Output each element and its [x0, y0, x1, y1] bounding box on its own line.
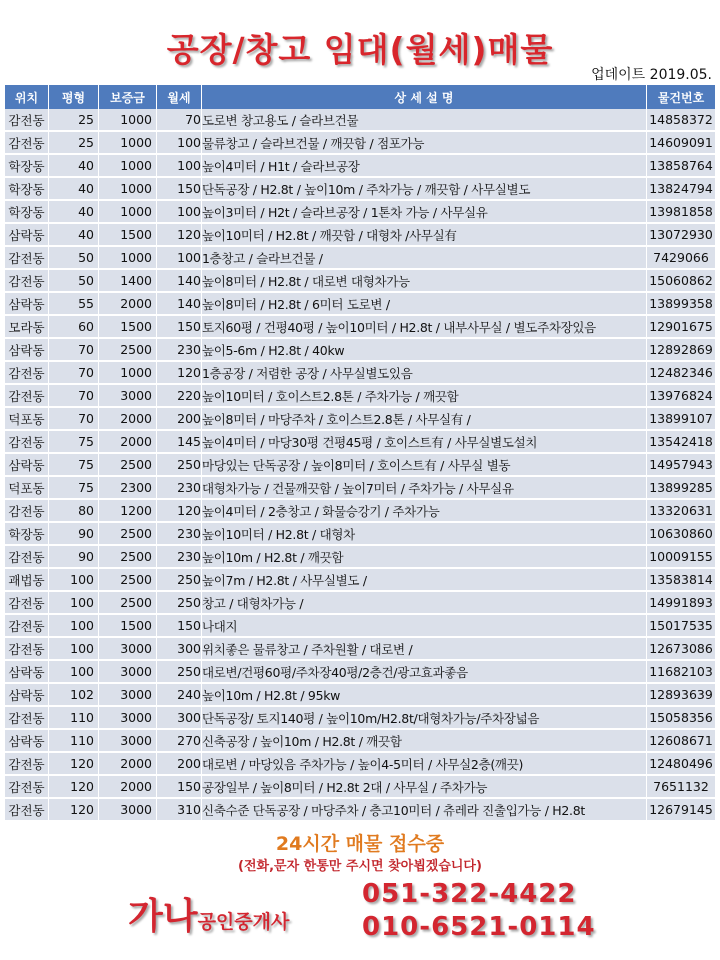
cell-location: 삼락동	[5, 339, 49, 362]
table-row	[5, 339, 716, 362]
cell-listing-id: 13072930	[647, 224, 716, 247]
cell-rent: 140	[157, 293, 202, 316]
cell-location: 학장동	[5, 155, 49, 178]
table-row	[5, 707, 716, 730]
cell-area: 70	[49, 385, 99, 408]
table-row	[5, 270, 716, 293]
table-row	[5, 753, 716, 776]
cell-rent: 300	[157, 707, 202, 730]
cell-deposit: 1000	[99, 201, 157, 224]
cell-description: 신축공장 / 높이10m / H2.8t / 깨끗함	[202, 730, 647, 753]
phone-mobile[interactable]: 010-6521-0114	[362, 912, 596, 942]
cell-listing-id: 14957943	[647, 454, 716, 477]
cell-rent: 270	[157, 730, 202, 753]
cell-deposit: 3000	[99, 385, 157, 408]
cell-listing-id: 14991893	[647, 592, 716, 615]
cell-listing-id: 13824794	[647, 178, 716, 201]
cell-description: 대형차가능 / 건물깨끗함 / 높이7미터 / 주차가능 / 사무실유	[202, 477, 647, 500]
table-row	[5, 362, 716, 385]
cell-location: 삼락동	[5, 730, 49, 753]
cell-listing-id: 13899107	[647, 408, 716, 431]
cell-area: 75	[49, 477, 99, 500]
cell-rent: 310	[157, 799, 202, 822]
cell-description: 마당있는 단독공장 / 높이8미터 / 호이스트有 / 사무실 별동	[202, 454, 647, 477]
table-row	[5, 592, 716, 615]
cell-listing-id: 10009155	[647, 546, 716, 569]
cell-description: 높이10미터 / H2.8t / 깨끗함 / 대형차 /사무실有	[202, 224, 647, 247]
cell-location: 삼락동	[5, 224, 49, 247]
cell-description: 높이8미터 / 마당주차 / 호이스트2.8톤 / 사무실有 /	[202, 408, 647, 431]
cell-area: 75	[49, 454, 99, 477]
cell-area: 25	[49, 132, 99, 155]
cell-deposit: 1500	[99, 316, 157, 339]
cell-deposit: 1500	[99, 615, 157, 638]
cell-description: 공장일부 / 높이8미터 / H2.8t 2대 / 사무실 / 주차가능	[202, 776, 647, 799]
cell-area: 80	[49, 500, 99, 523]
cell-location: 감전동	[5, 132, 49, 155]
cell-listing-id: 12480496	[647, 753, 716, 776]
cell-location: 감전동	[5, 707, 49, 730]
cell-location: 모라동	[5, 316, 49, 339]
cell-area: 100	[49, 638, 99, 661]
table-row	[5, 201, 716, 224]
cell-location: 학장동	[5, 178, 49, 201]
cell-deposit: 2000	[99, 431, 157, 454]
cell-description: 물류창고 / 슬라브건물 / 깨끗함 / 점포가능	[202, 132, 647, 155]
header-location: 위치	[5, 85, 49, 109]
table-row	[5, 408, 716, 431]
promo-subtext: (전화,문자 한통만 주시면 찾아뵙겠습니다)	[238, 859, 482, 874]
cell-location: 덕포동	[5, 408, 49, 431]
cell-rent: 150	[157, 316, 202, 339]
cell-description: 대로변/건평60평/주차장40평/2층건/광고효과좋음	[202, 661, 647, 684]
table-row	[5, 500, 716, 523]
cell-location: 학장동	[5, 201, 49, 224]
table-row	[5, 224, 716, 247]
cell-location: 삼락동	[5, 684, 49, 707]
cell-area: 70	[49, 339, 99, 362]
cell-listing-id: 12901675	[647, 316, 716, 339]
cell-rent: 250	[157, 569, 202, 592]
table-row	[5, 730, 716, 753]
cell-rent: 250	[157, 592, 202, 615]
cell-listing-id: 15060862	[647, 270, 716, 293]
cell-location: 감전동	[5, 385, 49, 408]
cell-area: 110	[49, 707, 99, 730]
cell-area: 50	[49, 247, 99, 270]
cell-listing-id: 15058356	[647, 707, 716, 730]
cell-deposit: 1000	[99, 155, 157, 178]
cell-deposit: 3000	[99, 638, 157, 661]
cell-description: 도로변 창고용도 / 슬라브건물	[202, 109, 647, 132]
cell-deposit: 1200	[99, 500, 157, 523]
cell-rent: 100	[157, 201, 202, 224]
cell-description: 높이5-6m / H2.8t / 40kw	[202, 339, 647, 362]
cell-location: 괘법동	[5, 569, 49, 592]
cell-listing-id: 14609091	[647, 132, 716, 155]
cell-listing-id: 12482346	[647, 362, 716, 385]
cell-rent: 120	[157, 362, 202, 385]
cell-deposit: 2000	[99, 776, 157, 799]
cell-area: 100	[49, 615, 99, 638]
cell-description: 높이8미터 / H2.8t / 대로변 대형차가능	[202, 270, 647, 293]
cell-location: 감전동	[5, 638, 49, 661]
cell-location: 감전동	[5, 753, 49, 776]
cell-listing-id: 13320631	[647, 500, 716, 523]
cell-rent: 100	[157, 247, 202, 270]
brand-rest: 공인중개사	[197, 911, 290, 933]
cell-deposit: 2500	[99, 569, 157, 592]
cell-area: 100	[49, 661, 99, 684]
cell-listing-id: 13899358	[647, 293, 716, 316]
cell-rent: 220	[157, 385, 202, 408]
cell-area: 90	[49, 546, 99, 569]
cell-deposit: 2300	[99, 477, 157, 500]
header-description: 상 세 설 명	[202, 85, 647, 109]
cell-rent: 200	[157, 753, 202, 776]
table-row	[5, 638, 716, 661]
cell-listing-id: 11682103	[647, 661, 716, 684]
cell-deposit: 3000	[99, 661, 157, 684]
cell-rent: 150	[157, 615, 202, 638]
cell-description: 높이4미터 / H1t / 슬라브공장	[202, 155, 647, 178]
cell-area: 70	[49, 362, 99, 385]
cell-description: 높이3미터 / H2t / 슬라브공장 / 1톤차 가능 / 사무실유	[202, 201, 647, 224]
cell-location: 감전동	[5, 799, 49, 822]
cell-rent: 120	[157, 224, 202, 247]
cell-area: 120	[49, 753, 99, 776]
cell-description: 나대지	[202, 615, 647, 638]
phone-landline[interactable]: 051-322-4422	[362, 879, 577, 909]
cell-listing-id: 13542418	[647, 431, 716, 454]
cell-listing-id: 15017535	[647, 615, 716, 638]
cell-deposit: 1500	[99, 224, 157, 247]
cell-description: 단독공장 / H2.8t / 높이10m / 주차가능 / 깨끗함 / 사무실별도	[202, 178, 647, 201]
cell-rent: 300	[157, 638, 202, 661]
cell-area: 75	[49, 431, 99, 454]
table-row	[5, 661, 716, 684]
cell-rent: 145	[157, 431, 202, 454]
cell-area: 102	[49, 684, 99, 707]
cell-deposit: 1400	[99, 270, 157, 293]
header-listing-id: 물건번호	[647, 85, 716, 109]
cell-deposit: 3000	[99, 799, 157, 822]
cell-deposit: 1000	[99, 247, 157, 270]
cell-listing-id: 10630860	[647, 523, 716, 546]
header-area: 평형	[49, 85, 99, 109]
table-row	[5, 155, 716, 178]
table-row	[5, 178, 716, 201]
cell-rent: 230	[157, 546, 202, 569]
cell-listing-id: 13981858	[647, 201, 716, 224]
cell-listing-id: 12892869	[647, 339, 716, 362]
cell-deposit: 2500	[99, 339, 157, 362]
table-row	[5, 684, 716, 707]
cell-location: 감전동	[5, 109, 49, 132]
cell-listing-id: 13583814	[647, 569, 716, 592]
cell-area: 25	[49, 109, 99, 132]
cell-location: 감전동	[5, 500, 49, 523]
cell-description: 위치좋은 물류창고 / 주차원활 / 대로변 /	[202, 638, 647, 661]
cell-description: 높이10미터 / 호이스트2.8톤 / 주차가능 / 깨끗함	[202, 385, 647, 408]
cell-location: 감전동	[5, 615, 49, 638]
table-row	[5, 247, 716, 270]
cell-area: 120	[49, 776, 99, 799]
cell-deposit: 3000	[99, 707, 157, 730]
cell-listing-id: 7429066	[647, 247, 716, 270]
cell-deposit: 1000	[99, 132, 157, 155]
cell-deposit: 2000	[99, 408, 157, 431]
cell-listing-id: 13976824	[647, 385, 716, 408]
cell-rent: 150	[157, 178, 202, 201]
cell-area: 55	[49, 293, 99, 316]
cell-description: 1층공장 / 저렴한 공장 / 사무실별도있음	[202, 362, 647, 385]
cell-location: 감전동	[5, 431, 49, 454]
cell-location: 삼락동	[5, 454, 49, 477]
table-row	[5, 523, 716, 546]
cell-listing-id: 13899285	[647, 477, 716, 500]
table-row	[5, 431, 716, 454]
cell-location: 삼락동	[5, 661, 49, 684]
cell-description: 높이10m / H2.8t / 깨끗함	[202, 546, 647, 569]
table-row	[5, 477, 716, 500]
cell-deposit: 2000	[99, 293, 157, 316]
cell-location: 학장동	[5, 523, 49, 546]
brand-name	[128, 888, 289, 939]
cell-area: 90	[49, 523, 99, 546]
cell-description: 창고 / 대형차가능 /	[202, 592, 647, 615]
cell-area: 40	[49, 155, 99, 178]
cell-description: 높이10미터 / H2.8t / 대형차	[202, 523, 647, 546]
cell-deposit: 2500	[99, 592, 157, 615]
cell-rent: 70	[157, 109, 202, 132]
cell-rent: 230	[157, 523, 202, 546]
cell-area: 110	[49, 730, 99, 753]
table-row	[5, 132, 716, 155]
table-row	[5, 546, 716, 569]
cell-rent: 250	[157, 454, 202, 477]
cell-location: 감전동	[5, 362, 49, 385]
listing-table	[5, 85, 716, 822]
cell-deposit: 2000	[99, 753, 157, 776]
cell-rent: 150	[157, 776, 202, 799]
table-row	[5, 385, 716, 408]
cell-rent: 240	[157, 684, 202, 707]
cell-description: 높이10m / H2.8t / 95kw	[202, 684, 647, 707]
cell-deposit: 2500	[99, 454, 157, 477]
cell-description: 1층창고 / 슬라브건물 /	[202, 247, 647, 270]
cell-description: 높이4미터 / 마당30평 건평45평 / 호이스트有 / 사무실별도설치	[202, 431, 647, 454]
cell-area: 60	[49, 316, 99, 339]
table-header	[5, 85, 716, 109]
table-row	[5, 109, 716, 132]
cell-location: 덕포동	[5, 477, 49, 500]
table-row	[5, 776, 716, 799]
cell-description: 높이4미터 / 2층창고 / 화물승강기 / 주차가능	[202, 500, 647, 523]
header-deposit: 보증금	[99, 85, 157, 109]
cell-rent: 230	[157, 339, 202, 362]
cell-area: 50	[49, 270, 99, 293]
cell-rent: 200	[157, 408, 202, 431]
table-row	[5, 316, 716, 339]
cell-listing-id: 7651132	[647, 776, 716, 799]
cell-deposit: 3000	[99, 730, 157, 753]
cell-location: 감전동	[5, 247, 49, 270]
cell-deposit: 2500	[99, 546, 157, 569]
cell-rent: 100	[157, 132, 202, 155]
cell-area: 120	[49, 799, 99, 822]
cell-area: 70	[49, 408, 99, 431]
cell-description: 높이7m / H2.8t / 사무실별도 /	[202, 569, 647, 592]
cell-location: 감전동	[5, 592, 49, 615]
cell-area: 40	[49, 178, 99, 201]
cell-deposit: 1000	[99, 109, 157, 132]
page-title: 공장/창고 임대(월세)매물	[166, 30, 554, 69]
cell-listing-id: 12608671	[647, 730, 716, 753]
table-row	[5, 615, 716, 638]
cell-description: 대로변 / 마당있음 주차가능 / 높이4-5미터 / 사무실2층(깨끗)	[202, 753, 647, 776]
cell-rent: 250	[157, 661, 202, 684]
cell-deposit: 3000	[99, 684, 157, 707]
cell-listing-id: 12679145	[647, 799, 716, 822]
cell-location: 삼락동	[5, 293, 49, 316]
cell-area: 100	[49, 569, 99, 592]
cell-listing-id: 14858372	[647, 109, 716, 132]
cell-listing-id: 13858764	[647, 155, 716, 178]
table-row	[5, 454, 716, 477]
update-date: 업데이트 2019.05.	[591, 67, 712, 83]
cell-description: 단독공장/ 토지140평 / 높이10m/H2.8t/대형차가능/주차장넓음	[202, 707, 647, 730]
cell-location: 감전동	[5, 270, 49, 293]
cell-listing-id: 12893639	[647, 684, 716, 707]
cell-rent: 140	[157, 270, 202, 293]
promo-text: 24시간 매물 접수중	[275, 833, 445, 855]
cell-description: 신축수준 단독공장 / 마당주차 / 층고10미터 / 츄레라 진출입가능 / H2.8t	[202, 799, 647, 822]
table-row	[5, 293, 716, 316]
cell-area: 100	[49, 592, 99, 615]
cell-area: 40	[49, 224, 99, 247]
cell-rent: 120	[157, 500, 202, 523]
cell-location: 감전동	[5, 546, 49, 569]
cell-deposit: 1000	[99, 178, 157, 201]
cell-deposit: 1000	[99, 362, 157, 385]
cell-description: 높이8미터 / H2.8t / 6미터 도로변 /	[202, 293, 647, 316]
cell-rent: 230	[157, 477, 202, 500]
table-row	[5, 569, 716, 592]
header-rent: 월세	[157, 85, 202, 109]
cell-location: 감전동	[5, 776, 49, 799]
cell-area: 40	[49, 201, 99, 224]
brand-main: 가나	[128, 896, 198, 937]
cell-listing-id: 12673086	[647, 638, 716, 661]
table-row	[5, 799, 716, 822]
cell-deposit: 2500	[99, 523, 157, 546]
cell-description: 토지60평 / 건평40평 / 높이10미터 / H2.8t / 내부사무실 / 별도주차장있음	[202, 316, 647, 339]
cell-rent: 100	[157, 155, 202, 178]
